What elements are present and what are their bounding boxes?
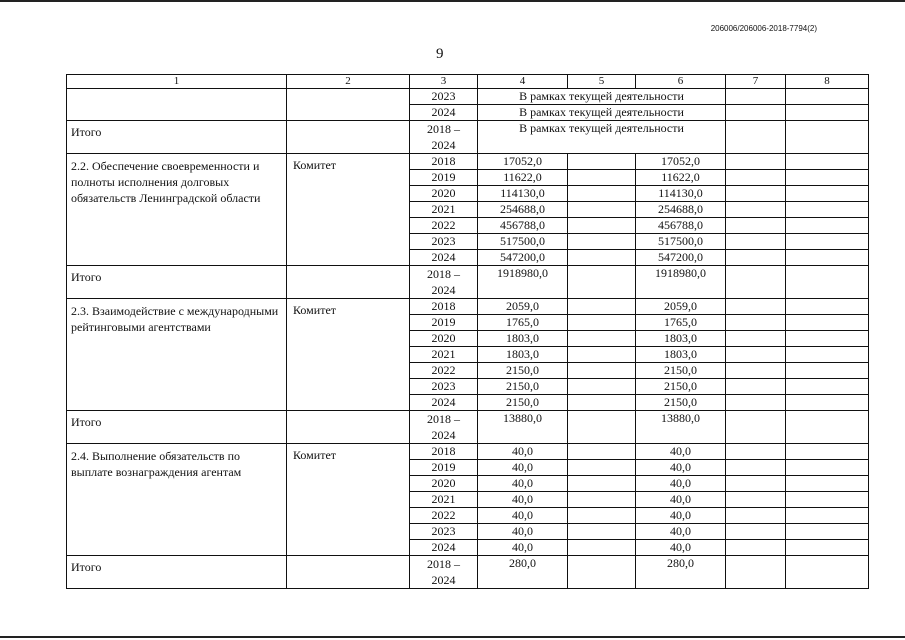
- value-col5: [568, 154, 636, 170]
- value-col6: 40,0: [636, 492, 726, 508]
- value-col8: [786, 154, 869, 170]
- value-col7: [726, 202, 786, 218]
- value-col5: [568, 250, 636, 266]
- value-col7: [726, 540, 786, 556]
- table-row: [67, 89, 869, 105]
- value-col4: 114130,0: [478, 186, 568, 202]
- value-col4: 254688,0: [478, 202, 568, 218]
- value-col6: 2059,0: [636, 299, 726, 315]
- value-col7: [726, 170, 786, 186]
- table-row: [67, 154, 869, 170]
- value-col8: [786, 379, 869, 395]
- value-col8: [786, 234, 869, 250]
- year-cell: 2019: [410, 460, 478, 476]
- value-col4: 2150,0: [478, 379, 568, 395]
- value-col6: 2150,0: [636, 379, 726, 395]
- year-range-cell: [410, 411, 478, 444]
- responsible-executor: Комитет: [287, 154, 410, 266]
- total-col8: [786, 266, 869, 299]
- header-cell: 1: [67, 75, 287, 89]
- value-col5: [568, 218, 636, 234]
- year-range-cell: [410, 266, 478, 299]
- year-cell: 2023: [410, 89, 478, 105]
- total-label: Итого: [67, 121, 287, 154]
- value-col4: 40,0: [478, 524, 568, 540]
- value-col5: [568, 460, 636, 476]
- total-col5: [568, 411, 636, 444]
- total-col6: 1918980,0: [636, 266, 726, 299]
- empty-cell: [287, 556, 410, 589]
- value-col4: 11622,0: [478, 170, 568, 186]
- header-cell: 5: [568, 75, 636, 89]
- value-col7: [726, 250, 786, 266]
- value-col8: [786, 347, 869, 363]
- total-row: [67, 266, 869, 299]
- name-cell: [67, 89, 287, 121]
- value-col4: 2059,0: [478, 299, 568, 315]
- year-range-text: 2018 – 2024: [427, 412, 460, 442]
- value-col4: 1765,0: [478, 315, 568, 331]
- total-row: [67, 121, 869, 154]
- empty-cell: [726, 89, 786, 105]
- header-cell: 6: [636, 75, 726, 89]
- measure-name: 2.2. Обеспечение своевременности и полноты исполнения долговых обязательств Ленинградской области: [67, 154, 287, 266]
- empty-cell: [726, 105, 786, 121]
- header-cell: 7: [726, 75, 786, 89]
- value-col6: 40,0: [636, 508, 726, 524]
- value-col5: [568, 379, 636, 395]
- value-col6: 1803,0: [636, 331, 726, 347]
- year-cell: 2019: [410, 315, 478, 331]
- value-col6: 17052,0: [636, 154, 726, 170]
- total-col5: [568, 266, 636, 299]
- value-col4: 40,0: [478, 476, 568, 492]
- total-row: [67, 556, 869, 589]
- value-col4: 517500,0: [478, 234, 568, 250]
- year-cell: 2021: [410, 202, 478, 218]
- year-cell: 2023: [410, 379, 478, 395]
- budget-table: [66, 74, 869, 589]
- value-col4: 2150,0: [478, 363, 568, 379]
- empty-cell: [287, 266, 410, 299]
- value-col7: [726, 186, 786, 202]
- value-col6: 40,0: [636, 524, 726, 540]
- value-col8: [786, 492, 869, 508]
- value-col6: 547200,0: [636, 250, 726, 266]
- value-col4: 40,0: [478, 444, 568, 460]
- value-col8: [786, 524, 869, 540]
- value-col4: 456788,0: [478, 218, 568, 234]
- value-col4: 2150,0: [478, 395, 568, 411]
- value-col6: 40,0: [636, 540, 726, 556]
- header-row: [67, 75, 869, 89]
- responsible-cell: [287, 89, 410, 121]
- value-col5: [568, 492, 636, 508]
- value-col8: [786, 170, 869, 186]
- value-col4: 40,0: [478, 508, 568, 524]
- value-col7: [726, 476, 786, 492]
- value-col6: 1803,0: [636, 347, 726, 363]
- value-col8: [786, 250, 869, 266]
- year-cell: 2021: [410, 492, 478, 508]
- value-col8: [786, 476, 869, 492]
- value-col7: [726, 331, 786, 347]
- value-col8: [786, 540, 869, 556]
- value-col5: [568, 186, 636, 202]
- total-col6: 280,0: [636, 556, 726, 589]
- year-range-cell: [410, 556, 478, 589]
- year-cell: 2020: [410, 331, 478, 347]
- value-col6: 11622,0: [636, 170, 726, 186]
- measure-name: 2.3. Взаимодействие с международными рейтинговыми агентствами: [67, 299, 287, 411]
- current-activity-cell: В рамках текущей деятельности: [478, 121, 726, 154]
- header-cell: 3: [410, 75, 478, 89]
- year-range-cell: [410, 121, 478, 154]
- total-label: Итого: [67, 556, 287, 589]
- value-col5: [568, 234, 636, 250]
- value-col7: [726, 444, 786, 460]
- total-col6: 13880,0: [636, 411, 726, 444]
- value-col5: [568, 315, 636, 331]
- empty-cell: [786, 89, 869, 105]
- empty-cell: [726, 121, 786, 154]
- value-col6: 517500,0: [636, 234, 726, 250]
- table-row: [67, 444, 869, 460]
- header-cell: 4: [478, 75, 568, 89]
- value-col4: 40,0: [478, 540, 568, 556]
- total-col7: [726, 411, 786, 444]
- page-number: 9: [436, 46, 444, 62]
- value-col5: [568, 540, 636, 556]
- responsible-executor: Комитет: [287, 444, 410, 556]
- value-col7: [726, 234, 786, 250]
- empty-cell: [786, 105, 869, 121]
- value-col6: 2150,0: [636, 395, 726, 411]
- value-col7: [726, 347, 786, 363]
- scan-edge-bottom: [0, 636, 905, 638]
- empty-cell: [287, 121, 410, 154]
- year-cell: 2018: [410, 444, 478, 460]
- header-cell: 2: [287, 75, 410, 89]
- value-col8: [786, 363, 869, 379]
- year-cell: 2018: [410, 154, 478, 170]
- year-cell: 2024: [410, 250, 478, 266]
- empty-cell: [786, 121, 869, 154]
- value-col4: 40,0: [478, 460, 568, 476]
- value-col7: [726, 524, 786, 540]
- empty-cell: [287, 411, 410, 444]
- value-col5: [568, 476, 636, 492]
- year-range-text: 2018 – 2024: [427, 557, 460, 587]
- value-col7: [726, 299, 786, 315]
- total-label: Итого: [67, 266, 287, 299]
- value-col8: [786, 508, 869, 524]
- total-col8: [786, 411, 869, 444]
- value-col7: [726, 492, 786, 508]
- value-col6: 456788,0: [636, 218, 726, 234]
- value-col6: 114130,0: [636, 186, 726, 202]
- current-activity-cell: В рамках текущей деятельности: [478, 89, 726, 105]
- value-col7: [726, 395, 786, 411]
- value-col8: [786, 299, 869, 315]
- value-col5: [568, 202, 636, 218]
- year-cell: 2023: [410, 234, 478, 250]
- value-col8: [786, 460, 869, 476]
- total-col7: [726, 266, 786, 299]
- total-row: [67, 411, 869, 444]
- total-col4: 1918980,0: [478, 266, 568, 299]
- value-col5: [568, 524, 636, 540]
- value-col5: [568, 363, 636, 379]
- value-col5: [568, 444, 636, 460]
- value-col7: [726, 154, 786, 170]
- value-col8: [786, 218, 869, 234]
- total-col5: [568, 556, 636, 589]
- header-cell: 8: [786, 75, 869, 89]
- value-col8: [786, 395, 869, 411]
- total-col4: 280,0: [478, 556, 568, 589]
- value-col4: 17052,0: [478, 154, 568, 170]
- scan-edge-top: [0, 0, 905, 2]
- value-col8: [786, 331, 869, 347]
- value-col5: [568, 331, 636, 347]
- total-col8: [786, 556, 869, 589]
- total-col4: 13880,0: [478, 411, 568, 444]
- value-col8: [786, 186, 869, 202]
- value-col7: [726, 508, 786, 524]
- value-col7: [726, 363, 786, 379]
- year-cell: 2018: [410, 299, 478, 315]
- value-col4: 40,0: [478, 492, 568, 508]
- document-id: 206006/206006-2018-7794(2): [710, 24, 817, 33]
- value-col4: 1803,0: [478, 331, 568, 347]
- year-range-text: 2018 – 2024: [427, 267, 460, 297]
- value-col6: 1765,0: [636, 315, 726, 331]
- value-col7: [726, 460, 786, 476]
- value-col5: [568, 299, 636, 315]
- year-cell: 2019: [410, 170, 478, 186]
- year-cell: 2020: [410, 186, 478, 202]
- value-col7: [726, 379, 786, 395]
- measure-name: 2.4. Выполнение обязательств по выплате вознаграждения агентам: [67, 444, 287, 556]
- value-col4: 547200,0: [478, 250, 568, 266]
- table-row: [67, 299, 869, 315]
- year-cell: 2021: [410, 347, 478, 363]
- year-cell: 2022: [410, 363, 478, 379]
- current-activity-cell: В рамках текущей деятельности: [478, 105, 726, 121]
- value-col6: 40,0: [636, 444, 726, 460]
- year-cell: 2022: [410, 218, 478, 234]
- value-col7: [726, 218, 786, 234]
- value-col6: 2150,0: [636, 363, 726, 379]
- total-label: Итого: [67, 411, 287, 444]
- year-cell: 2024: [410, 395, 478, 411]
- year-cell: 2023: [410, 524, 478, 540]
- value-col5: [568, 170, 636, 186]
- value-col7: [726, 315, 786, 331]
- total-col7: [726, 556, 786, 589]
- year-cell: 2024: [410, 540, 478, 556]
- value-col5: [568, 508, 636, 524]
- responsible-executor: Комитет: [287, 299, 410, 411]
- year-cell: 2020: [410, 476, 478, 492]
- value-col4: 1803,0: [478, 347, 568, 363]
- value-col6: 254688,0: [636, 202, 726, 218]
- value-col8: [786, 444, 869, 460]
- value-col6: 40,0: [636, 460, 726, 476]
- value-col8: [786, 202, 869, 218]
- value-col5: [568, 347, 636, 363]
- value-col8: [786, 315, 869, 331]
- year-cell: 2022: [410, 508, 478, 524]
- year-cell: 2024: [410, 105, 478, 121]
- value-col5: [568, 395, 636, 411]
- year-range-text: 2018 – 2024: [427, 122, 460, 152]
- value-col6: 40,0: [636, 476, 726, 492]
